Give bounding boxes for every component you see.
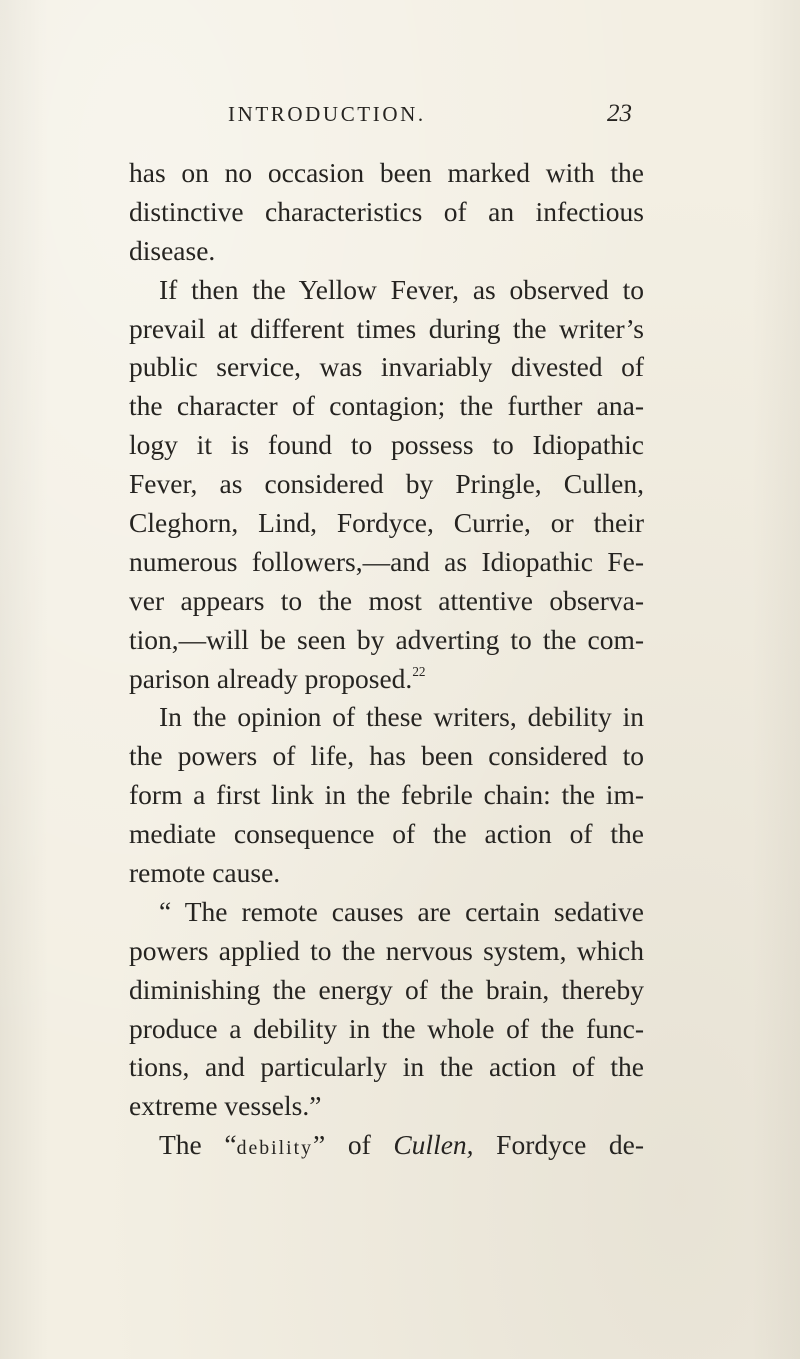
text-line: powers applied to the nervous system, which [129,934,644,966]
text-line: the character of contagion; the further ana- [129,390,644,422]
text-line: produce a debility in the whole of the func- [129,1012,644,1044]
text-line: diminishing the energy of the brain, thereby [129,973,644,1005]
text-fragment: The “ [159,1129,237,1161]
footnote-reference: 22 [412,663,426,679]
text-line: tions, and particularly in the action of the [129,1051,644,1083]
italic-name: Cullen, [393,1129,474,1161]
smallcaps-term: debility [236,1137,314,1160]
text-line: logy it is found to possess to Idiopathic [129,429,644,461]
text-line: “ The remote causes are certain sedative [159,895,644,927]
running-head-title: INTRODUCTION. [228,102,426,126]
text-line: form a first link in the febrile chain: the im- [129,779,644,811]
text-line: distinctive characteristics of an infectious [129,195,644,227]
text-line: If then the Yellow Fever, as observed to [159,273,644,305]
text-line: has on no occasion been marked with the [129,157,644,188]
running-head [228,102,632,132]
text-line: remote cause. [129,857,281,889]
text-line: tion,—will be seen by adverting to the com- [129,623,644,655]
text-line-content: parison already proposed. [129,662,413,694]
page-number: 23 [607,100,632,127]
text-line: ver appears to the most attentive observa- [129,584,644,616]
text-fragment: ” of [313,1129,394,1161]
text-line: Fever, as considered by Pringle, Cullen, [129,468,644,500]
text-line: Cleghorn, Lind, Fordyce, Currie, or their [129,507,644,539]
text-line-with-footnote [129,660,644,699]
text-line: the powers of life, has been considered to [129,740,644,772]
text-line: In the opinion of these writers, debility in [159,701,644,733]
text-fragment: Fordyce de- [473,1129,644,1161]
text-line-final [129,1126,644,1165]
text-line: prevail at different times during the writer’s [129,312,644,344]
text-line: mediate consequence of the action of the [129,818,644,850]
body-text [129,154,644,1165]
text-line: public service, was invariably divested of [129,351,644,383]
text-line: extreme vessels.” [129,1090,322,1122]
text-line: numerous followers,—and as Idiopathic Fe- [129,545,644,577]
text-line: disease. [129,234,216,266]
